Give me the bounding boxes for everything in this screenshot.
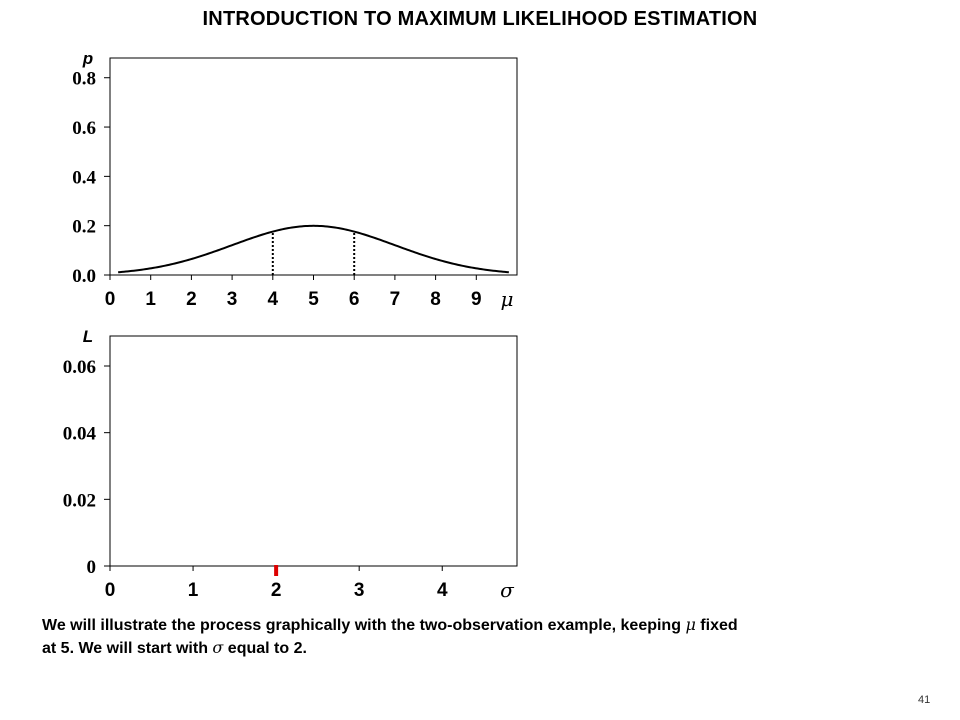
x-tick-label: 0: [104, 289, 116, 310]
x-tick-label: 3: [353, 580, 365, 601]
x-tick-label: 8: [430, 289, 441, 310]
mu-symbol: μ: [685, 615, 696, 634]
y-tick-label: 0.06: [62, 357, 96, 378]
x-tick-label: 2: [186, 289, 197, 310]
y-axis-label: L: [82, 327, 94, 346]
x-axis-label: σ: [500, 578, 514, 602]
y-tick-label: 0.0: [72, 266, 96, 287]
x-tick-label: 5: [308, 289, 319, 310]
caption-line2-b: equal to 2.: [227, 640, 307, 657]
x-tick-label: 1: [145, 289, 156, 310]
y-tick-label: 0.2: [72, 216, 96, 238]
x-tick-label: 7: [389, 289, 401, 310]
plot-frame: [110, 58, 517, 275]
y-axis-label: p: [82, 49, 94, 68]
x-tick-label: 6: [348, 289, 360, 310]
y-tick-label: 0.6: [72, 118, 96, 140]
x-tick-label: 9: [471, 289, 482, 310]
y-tick-label: 0.4: [72, 167, 96, 189]
caption: [42, 614, 922, 660]
sigma-symbol: σ: [212, 638, 224, 657]
y-tick-label: 0.02: [62, 490, 96, 512]
page-number: 41: [918, 694, 931, 706]
x-tick-label: 2: [270, 580, 282, 601]
y-tick-label: 0.04: [62, 423, 96, 445]
density-chart: [72, 49, 517, 311]
x-tick-label: 3: [226, 289, 238, 310]
x-tick-label: 4: [267, 289, 279, 310]
y-tick-label: 0: [86, 557, 96, 578]
x-tick-label: 4: [436, 580, 448, 601]
likelihood-chart: [63, 327, 517, 602]
caption-line2-a: at 5. We will start with: [42, 640, 208, 657]
plot-frame: [110, 336, 517, 566]
y-tick-label: 0.8: [72, 68, 96, 90]
caption-line1-b: fixed: [700, 617, 738, 634]
caption-line1-a: We will illustrate the process graphically with the two-observation example, keeping: [42, 617, 681, 634]
density-curve: [118, 226, 509, 272]
x-axis-label: μ: [500, 287, 514, 311]
slide-title: INTRODUCTION TO MAXIMUM LIKELIHOOD ESTIMATION: [202, 8, 758, 30]
x-tick-label: 1: [187, 580, 199, 601]
x-tick-label: 0: [104, 580, 116, 601]
